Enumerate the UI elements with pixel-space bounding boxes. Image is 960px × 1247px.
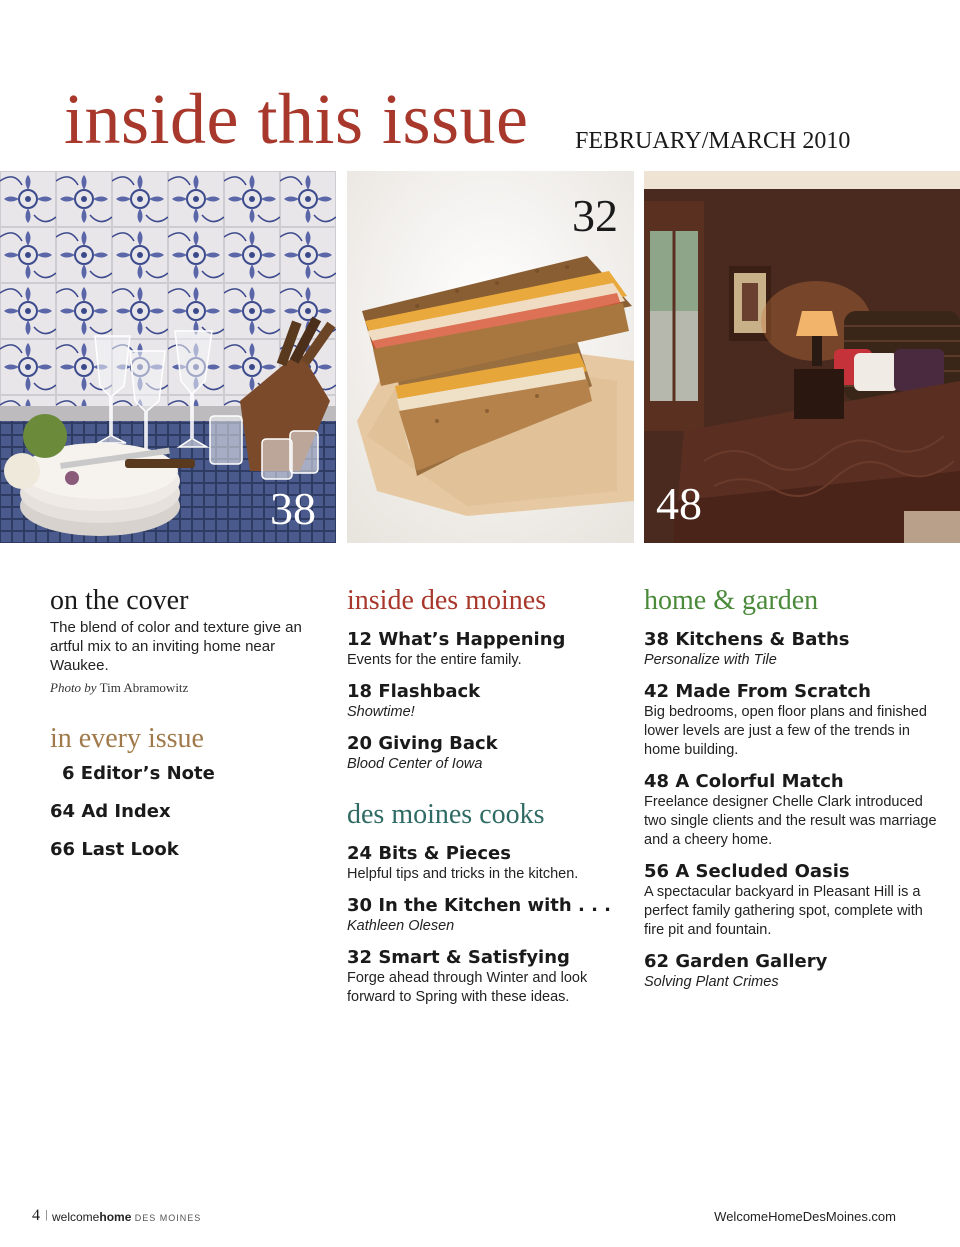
toc-entry-title: 24 Bits & Pieces <box>347 843 511 864</box>
toc-entry-title: 56 A Secluded Oasis <box>644 861 850 882</box>
toc-entry-title: 30 In the Kitchen with . . . <box>347 895 612 916</box>
brand-welcome: welcome <box>52 1210 100 1224</box>
toc-entry-desc: Personalize with Tile <box>644 652 777 668</box>
section-heading-inside-des-moines: inside des moines <box>347 585 547 616</box>
toc-entry[interactable] <box>347 946 627 1007</box>
toc-entry-desc: Big bedrooms, open floor plans and finished lower levels are just a few of the trends in home building. <box>644 704 927 758</box>
every-issue-item[interactable]: 66 Last Look <box>50 839 179 860</box>
every-issue-item[interactable]: 6 Editor’s Note <box>62 763 215 784</box>
toc-entry[interactable] <box>347 842 627 884</box>
toc-entry-title: 42 Made From Scratch <box>644 681 871 702</box>
brand-city: DES MOINES <box>134 1213 202 1223</box>
sandwich-photo[interactable] <box>347 171 634 543</box>
toc-entry[interactable] <box>644 680 944 760</box>
section-heading-des-moines-cooks: des moines cooks <box>347 799 545 830</box>
photo-page-number: 32 <box>572 190 618 241</box>
toc-entry-title: 12 What’s Happening <box>347 629 566 650</box>
issue-date: FEBRUARY/MARCH 2010 <box>575 128 851 154</box>
toc-entry-desc: Blood Center of Iowa <box>347 756 483 772</box>
section-heading-home-garden: home & garden <box>644 585 819 616</box>
toc-entry-desc: Helpful tips and tricks in the kitchen. <box>347 866 579 882</box>
website-link[interactable]: WelcomeHomeDesMoines.com <box>714 1209 896 1224</box>
toc-entry-title: 38 Kitchens & Baths <box>644 629 850 650</box>
page-footer <box>0 1205 960 1229</box>
footer-brand <box>52 1210 201 1224</box>
toc-entry-desc: Kathleen Olesen <box>347 918 455 934</box>
toc-entry-desc: Freelance designer Chelle Clark introduced two single clients and the result was marriage and a cheery home. <box>644 794 937 848</box>
toc-entry-desc: Solving Plant Crimes <box>644 974 779 990</box>
photo-credit <box>50 680 320 696</box>
page-title: inside this issue <box>64 79 529 159</box>
toc-entry[interactable] <box>347 732 627 774</box>
toc-entry-title: 62 Garden Gallery <box>644 951 828 972</box>
cover-description: The blend of color and texture give an artful mix to an inviting home near Waukee. <box>50 619 302 674</box>
brand-home: home <box>99 1210 132 1224</box>
photo-page-number: 38 <box>270 483 316 534</box>
toc-entry-desc: Forge ahead through Winter and look forward to Spring with these ideas. <box>347 970 588 1005</box>
toc-entry[interactable] <box>644 628 944 670</box>
toc-entry-desc: Events for the entire family. <box>347 652 522 668</box>
kitchen-tile-photo[interactable] <box>0 171 336 543</box>
footer-separator: | <box>45 1209 48 1221</box>
toc-entry-title: 18 Flashback <box>347 681 481 702</box>
toc-entry-title: 48 A Colorful Match <box>644 771 844 792</box>
toc-entry[interactable] <box>347 628 627 670</box>
toc-entry-title: 32 Smart & Satisfying <box>347 947 570 968</box>
every-issue-list <box>50 762 320 861</box>
toc-entry-desc: A spectacular backyard in Pleasant Hill is a perfect family gathering spot, complete with fire pit and fountain. <box>644 884 923 938</box>
photo-credit-lead: Photo by <box>50 680 97 695</box>
column-home-garden <box>644 584 944 992</box>
toc-entry[interactable] <box>347 894 627 936</box>
toc-entry[interactable] <box>644 860 944 940</box>
toc-entry[interactable] <box>347 680 627 722</box>
toc-entry[interactable] <box>644 950 944 992</box>
section-heading-in-every-issue: in every issue <box>50 723 204 754</box>
toc-entry-desc: Showtime! <box>347 704 415 720</box>
masthead <box>64 78 924 168</box>
column-inside-des-moines <box>347 584 627 1007</box>
photo-credit-name: Tim Abramowitz <box>99 680 189 695</box>
every-issue-item[interactable]: 64 Ad Index <box>50 801 171 822</box>
toc-entry-title: 20 Giving Back <box>347 733 498 754</box>
column-cover-every-issue <box>50 584 320 861</box>
page-number: 4 <box>32 1207 40 1224</box>
toc-entry[interactable] <box>644 770 944 850</box>
photo-page-number: 48 <box>656 478 702 529</box>
bedroom-photo[interactable] <box>644 171 960 543</box>
section-heading-on-the-cover: on the cover <box>50 585 189 616</box>
